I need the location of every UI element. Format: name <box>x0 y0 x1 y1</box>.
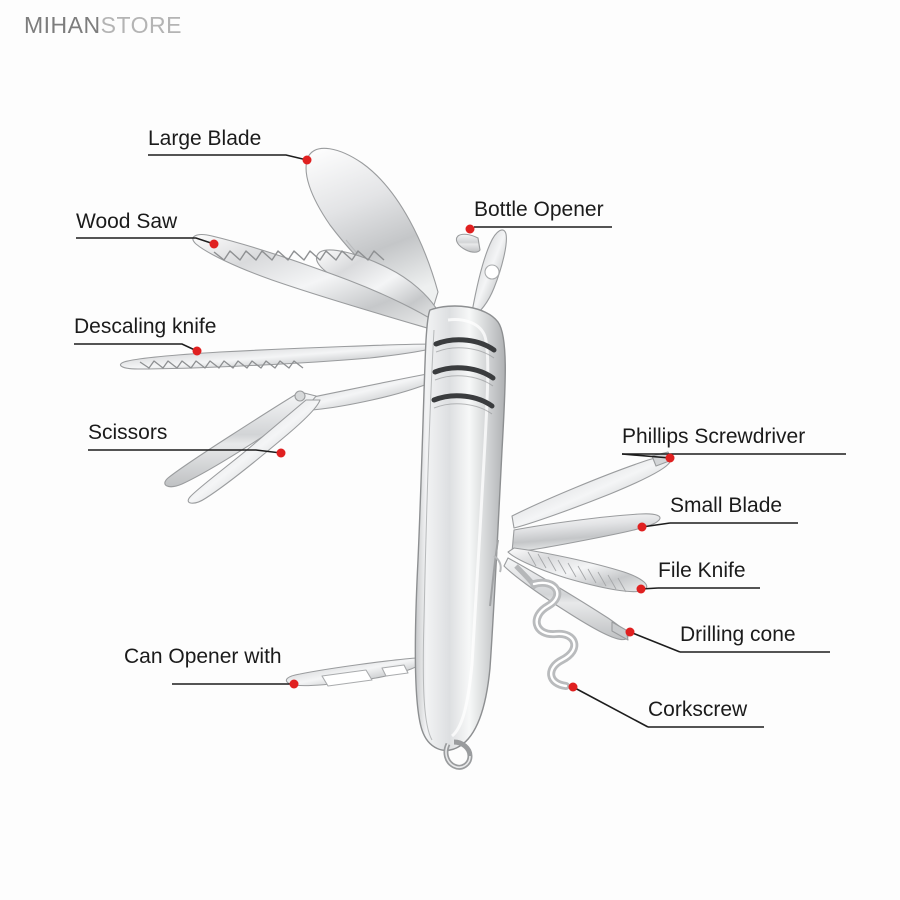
callout-label-can-opener-with: Can Opener with <box>124 645 282 668</box>
callout-label-wood-saw: Wood Saw <box>76 210 178 233</box>
brand-part-one: MIHAN <box>24 12 101 38</box>
callout-label-corkscrew: Corkscrew <box>648 698 748 721</box>
callout-label-file-knife: File Knife <box>658 559 746 582</box>
callout-label-bottle-opener: Bottle Opener <box>474 198 604 221</box>
callout-label-phillips-screwdriver: Phillips Screwdriver <box>622 425 806 448</box>
callout-label-small-blade: Small Blade <box>670 494 783 517</box>
callout-label-drilling-cone: Drilling cone <box>680 623 796 646</box>
callout-label-large-blade: Large Blade <box>148 127 262 150</box>
callout-label-scissors: Scissors <box>88 421 168 444</box>
brand-part-two: STORE <box>100 12 182 38</box>
callout-label-descaling-knife: Descaling knife <box>74 315 217 338</box>
